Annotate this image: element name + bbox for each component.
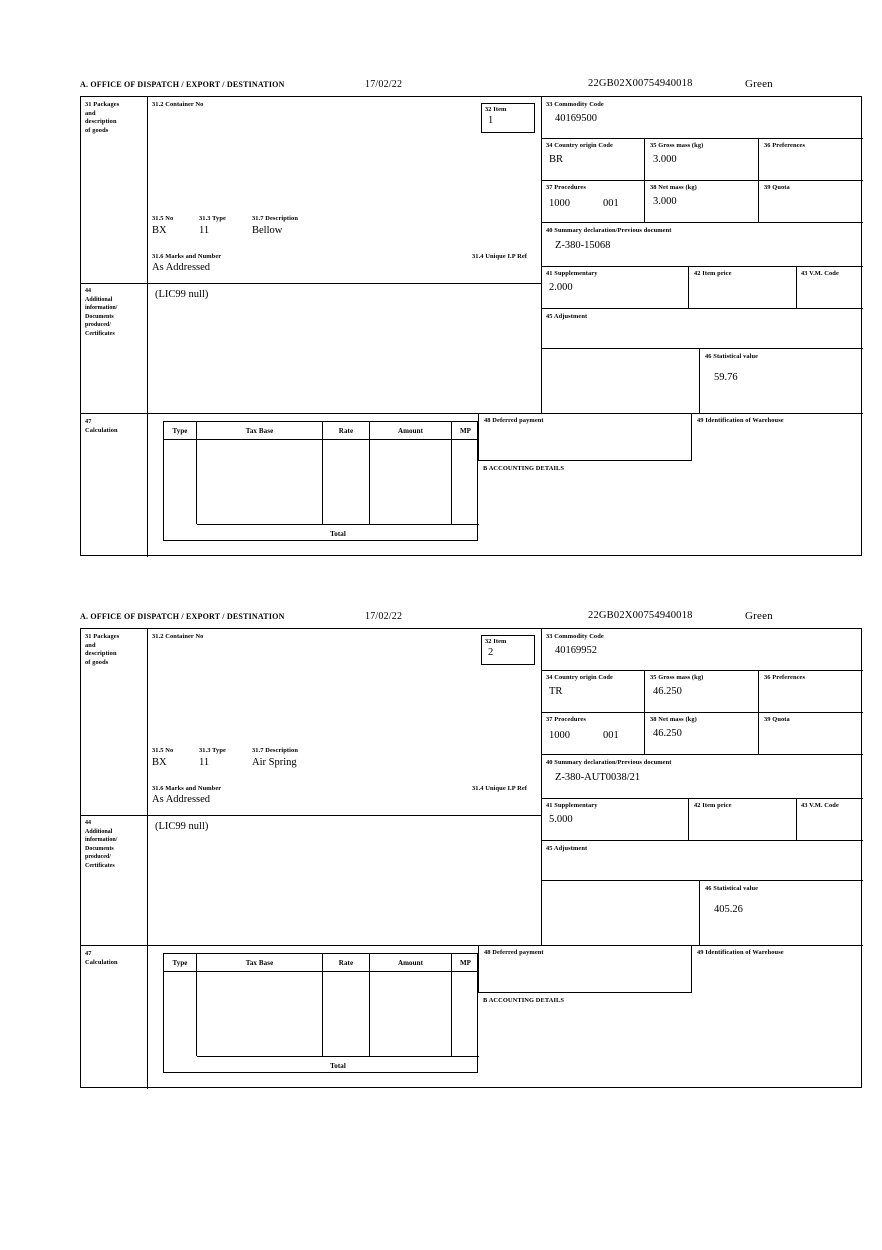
field-48-deferred-payment: 48 Deferred payment <box>478 945 691 993</box>
field-39-quota: 39 Quota <box>759 181 863 223</box>
accounting-details-value <box>478 474 863 476</box>
calculation-header-type: Type <box>164 954 197 972</box>
package-description-value: Bellow <box>252 225 283 236</box>
field-35-gross-mass: 35 Gross mass (kg) 46.250 <box>645 671 759 713</box>
field-38-net-mass: 38 Net mass (kg) 3.000 <box>645 181 759 223</box>
field-31-package-details: 31.5 No 31.3 Type 31.7 Description BX 11 Bellow <box>152 215 298 236</box>
field-41-supplementary: 41 Supplementary 2.000 <box>541 267 689 309</box>
calculation-body-amount <box>370 440 452 524</box>
declaration-form-2 <box>80 610 862 1088</box>
field-37-procedures: 37 Procedures 1000 001 <box>541 181 645 223</box>
package-type-value: 11 <box>199 757 210 768</box>
field-b-accounting-details: B ACCOUNTING DETAILS <box>478 461 863 557</box>
calculation-body-type <box>164 440 197 524</box>
calculation-table <box>163 421 478 541</box>
commodity-code-value: 40169952 <box>555 644 597 656</box>
item-price-value <box>689 279 796 282</box>
field-37-procedures: 37 Procedures 1000 001 <box>541 713 645 755</box>
calculation-header-tax-base: Tax Base <box>197 954 323 972</box>
vm-code-value <box>797 279 863 282</box>
calculation-header-type: Type <box>164 422 197 440</box>
warehouse-id-value <box>692 426 863 428</box>
item-number-value: 1 <box>488 114 494 126</box>
office-of-dispatch-label: A. OFFICE OF DISPATCH / EXPORT / DESTINATION <box>80 80 285 89</box>
preferences-value <box>759 151 863 154</box>
copy-colour: Green <box>745 610 773 622</box>
field-44-content <box>147 815 541 945</box>
field-46-statistical-value: 46 Statistical value 405.26 <box>699 881 863 945</box>
field-43-vm-code: 43 V.M. Code <box>797 267 863 309</box>
calculation-header-amount: Amount <box>370 422 452 440</box>
calculation-total-spacer <box>164 524 197 542</box>
field-39-quota: 39 Quota <box>759 713 863 755</box>
field-46-statistical-value: 46 Statistical value 59.76 <box>699 349 863 413</box>
adjustment-value <box>541 322 863 324</box>
calculation-body-type <box>164 972 197 1056</box>
supplementary-units-value: 2.000 <box>549 281 573 293</box>
country-origin-value: BR <box>549 153 564 165</box>
package-description-value: Air Spring <box>252 757 297 768</box>
warehouse-id-value <box>692 958 863 960</box>
field-36-preferences: 36 Preferences <box>759 671 863 713</box>
accounting-details-value <box>478 1006 863 1008</box>
calculation-header-tax-base: Tax Base <box>197 422 323 440</box>
adjustment-value <box>541 854 863 856</box>
field-36-preferences: 36 Preferences <box>759 139 863 181</box>
calculation-body-rate <box>323 972 370 1056</box>
calculation-body-amount <box>370 972 452 1056</box>
gross-mass-value: 46.250 <box>653 685 682 697</box>
additional-information-value: (LIC99 null) <box>155 821 209 832</box>
field-49-warehouse: 49 Identification of Warehouse <box>691 945 863 993</box>
package-type-value: 11 <box>199 225 210 236</box>
procedure-code-1: 1000 <box>549 198 570 209</box>
declaration-box <box>80 96 862 556</box>
marks-and-numbers-value: As Addressed <box>152 262 211 273</box>
field-31-2-container-no: 31.2 Container No <box>147 629 541 815</box>
field-35-gross-mass: 35 Gross mass (kg) 3.000 <box>645 139 759 181</box>
calculation-table <box>163 953 478 1073</box>
marks-and-numbers-value: As Addressed <box>152 794 211 805</box>
item-price-value <box>689 811 796 814</box>
statistical-value: 59.76 <box>714 371 738 383</box>
vm-code-value <box>797 811 863 814</box>
form-header <box>80 610 862 628</box>
deferred-payment-value <box>479 958 691 960</box>
quota-value <box>759 193 863 196</box>
previous-document-value: Z-380-15068 <box>555 239 611 251</box>
field-41-supplementary: 41 Supplementary 5.000 <box>541 799 689 841</box>
field-43-vm-code: 43 V.M. Code <box>797 799 863 841</box>
declaration-date: 17/02/22 <box>365 79 403 90</box>
country-origin-value: TR <box>549 685 563 697</box>
statistical-value: 405.26 <box>714 903 743 915</box>
calculation-header-mp: MP <box>452 422 479 440</box>
additional-information-value: (LIC99 null) <box>155 289 209 300</box>
field-44-label: 44 Additional information/ Documents produced/ Certificates <box>85 288 118 337</box>
field-42-item-price: 42 Item price <box>689 799 797 841</box>
field-31-package-details: 31.5 No 31.3 Type 31.7 Description BX 11 Air Spring <box>152 747 298 768</box>
field-44-content <box>147 283 541 413</box>
commodity-code-value: 40169500 <box>555 112 597 124</box>
field-32-item: 32 Item 1 <box>481 103 535 133</box>
supplementary-units-value: 5.000 <box>549 813 573 825</box>
field-49-warehouse: 49 Identification of Warehouse <box>691 413 863 461</box>
field-47-label: 47 Calculation <box>81 413 147 557</box>
field-33-commodity-code: 33 Commodity Code 40169500 <box>541 97 863 139</box>
field-40-previous-document: 40 Summary declaration/Previous document Z-380-AUT0038/21 <box>541 755 863 799</box>
declaration-form-1 <box>80 78 862 556</box>
field-44-label: 44 Additional information/ Documents produced/ Certificates <box>85 820 118 869</box>
field-40-previous-document: 40 Summary declaration/Previous document Z-380-15068 <box>541 223 863 267</box>
calculation-header-mp: MP <box>452 954 479 972</box>
movement-reference-number: 22GB02X00754940018 <box>588 610 693 621</box>
form-header <box>80 78 862 96</box>
field-31-6-marks: 31.6 Marks and Number 31.4 Unique I.P Ref As Addressed <box>152 785 527 805</box>
movement-reference-number: 22GB02X00754940018 <box>588 78 693 89</box>
previous-document-value: Z-380-AUT0038/21 <box>555 771 641 783</box>
net-mass-value: 3.000 <box>653 195 677 207</box>
deferred-payment-value <box>479 426 691 428</box>
declaration-date: 17/02/22 <box>365 611 403 622</box>
calculation-header-amount: Amount <box>370 954 452 972</box>
calculation-body-tax-base <box>197 972 323 1056</box>
field-45-adjustment: 45 Adjustment <box>541 309 863 349</box>
field-45-adjustment: 45 Adjustment <box>541 841 863 881</box>
calculation-header-rate: Rate <box>323 954 370 972</box>
field-31-label: 31 Packages and description of goods <box>85 101 120 134</box>
declaration-box <box>80 628 862 1088</box>
field-48-deferred-payment: 48 Deferred payment <box>478 413 691 461</box>
divider-dotted <box>541 881 542 945</box>
calculation-body-mp <box>452 972 479 1056</box>
field-b-accounting-details: B ACCOUNTING DETAILS <box>478 993 863 1089</box>
package-no-value: BX <box>152 225 167 236</box>
calculation-body-tax-base <box>197 440 323 524</box>
field-31-label: 31 Packages and description of goods <box>85 633 120 666</box>
procedure-code-2: 001 <box>603 730 619 741</box>
calculation-total-row: Total <box>197 524 479 542</box>
calculation-total-row: Total <box>197 1056 479 1074</box>
field-38-net-mass: 38 Net mass (kg) 46.250 <box>645 713 759 755</box>
procedure-code-1: 1000 <box>549 730 570 741</box>
net-mass-value: 46.250 <box>653 727 682 739</box>
calculation-total-spacer <box>164 1056 197 1074</box>
quota-value <box>759 725 863 728</box>
preferences-value <box>759 683 863 686</box>
field-34-country-origin: 34 Country origin Code TR <box>541 671 645 713</box>
calculation-body-mp <box>452 440 479 524</box>
copy-colour: Green <box>745 78 773 90</box>
office-of-dispatch-label: A. OFFICE OF DISPATCH / EXPORT / DESTINATION <box>80 612 285 621</box>
field-32-item: 32 Item 2 <box>481 635 535 665</box>
field-33-commodity-code: 33 Commodity Code 40169952 <box>541 629 863 671</box>
divider-dotted <box>541 349 542 413</box>
field-42-item-price: 42 Item price <box>689 267 797 309</box>
field-34-country-origin: 34 Country origin Code BR <box>541 139 645 181</box>
calculation-header-rate: Rate <box>323 422 370 440</box>
field-31-6-marks: 31.6 Marks and Number 31.4 Unique I.P Ref As Addressed <box>152 253 527 273</box>
field-31-2-container-no: 31.2 Container No <box>147 97 541 283</box>
gross-mass-value: 3.000 <box>653 153 677 165</box>
procedure-code-2: 001 <box>603 198 619 209</box>
field-47-label: 47 Calculation <box>81 945 147 1089</box>
item-number-value: 2 <box>488 646 494 658</box>
calculation-body-rate <box>323 440 370 524</box>
package-no-value: BX <box>152 757 167 768</box>
